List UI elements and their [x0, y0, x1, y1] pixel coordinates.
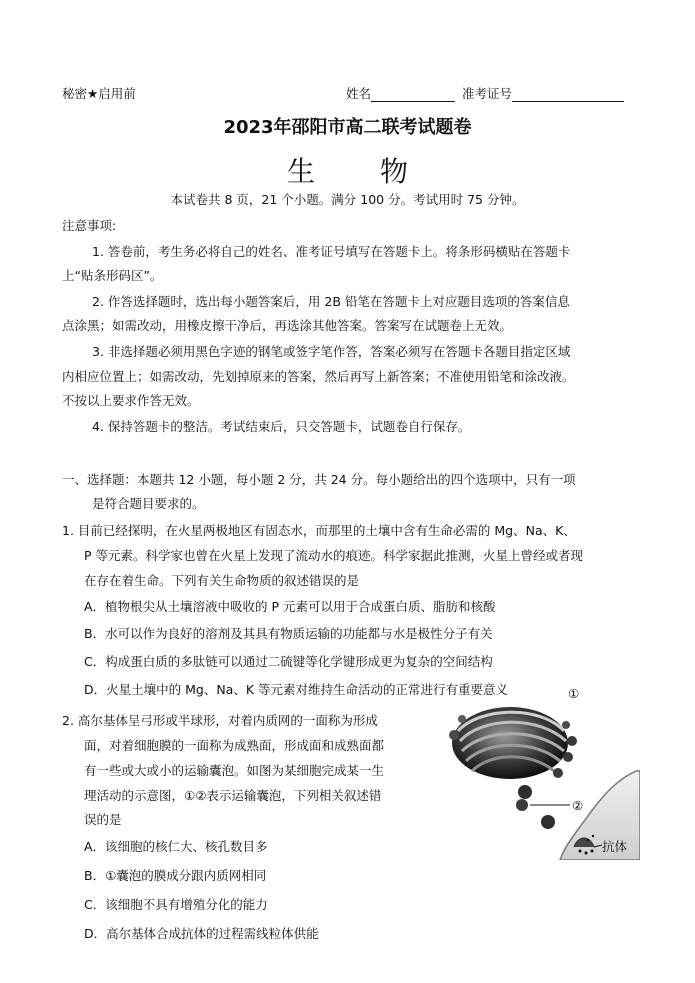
- q1-stem-line-2: P 等元素。科学家也曾在火星上发现了流动水的痕迹。科学家据此推测，火星上曾经或者现: [84, 548, 584, 563]
- notice-heading: 注意事项:: [62, 218, 117, 233]
- notice-item-3-line-1: 3. 非选择题必须用黑色字迹的钢笔或签字笔作答，答案必须写在答题卡各题目指定区域: [92, 344, 571, 359]
- antibody-dot: [591, 850, 594, 853]
- section-1-line-1: 一、选择题：本题共 12 小题，每小题 2 分，共 24 分。每小题给出的四个选项中，只有一项: [62, 472, 576, 487]
- exam-id-field: [462, 84, 624, 102]
- q2-stem-line-1: 2. 高尔基体呈弓形或半球形，对着内质网的一面称为形成: [62, 713, 378, 728]
- q2-stem-line-4: 理活动的示意图，①②表示运输囊泡，下列相关叙述错: [84, 788, 382, 803]
- vesicle-label-1: ①: [568, 686, 580, 701]
- antibody-dot: [585, 852, 588, 855]
- notice-item-1-line-2: 上“贴条形码区”。: [62, 268, 163, 283]
- q2-option-a[interactable]: A．该细胞的核仁大、核孔数目多: [84, 839, 268, 854]
- notice-item-3-line-2: 内相应位置上；如需改动，先划掉原来的答案，然后再写上新答案；不准使用铅笔和涂改液。: [62, 369, 575, 384]
- antibody-dot: [592, 835, 594, 837]
- antibody-dot: [587, 839, 589, 841]
- vesicle-2: [516, 799, 528, 811]
- notice-item-1-line-1: 1. 答卷前，考生务必将自己的姓名、准考证号填写在答题卡上。将条形码横贴在答题卡: [92, 244, 571, 259]
- exam-id-blank[interactable]: [512, 89, 624, 102]
- vesicle-3: [541, 815, 555, 829]
- name-field: [346, 84, 455, 102]
- name-label: 姓名: [346, 86, 372, 101]
- q2-stem-line-2: 面，对着细胞膜的一面称为成熟面，形成面和成熟面都: [84, 738, 385, 753]
- vesicle-1: [518, 785, 532, 799]
- q1-option-b[interactable]: B．水可以作为良好的溶剂及其具有物质运输的功能都与水是极性分子有关: [84, 626, 493, 641]
- exam-id-label: 准考证号: [462, 86, 513, 101]
- q1-stem-line-1: 1. 目前已经探明，在火星两极地区有固态水，而那里的土壤中含有生命必需的 Mg、Na、K、: [62, 523, 576, 538]
- q1-option-a[interactable]: A．植物根尖从土壤溶液中吸收的 P 元素可以用于合成蛋白质、脂肪和核酸: [84, 599, 496, 614]
- name-blank[interactable]: [371, 89, 455, 102]
- secret-label: 秘密★启用前: [62, 86, 136, 101]
- antibody-dot: [579, 850, 582, 853]
- cell-membrane: [560, 771, 640, 860]
- q2-option-c[interactable]: C．该细胞不具有增殖分化的能力: [84, 897, 268, 912]
- q2-option-d[interactable]: D．高尔基体合成抗体的过程需线粒体供能: [84, 926, 319, 941]
- subject-title: 生 物: [287, 155, 436, 188]
- notice-item-3-line-3: 不按以上要求作答无效。: [62, 393, 200, 408]
- notice-item-4-line-1: 4. 保持答题卡的整洁。考试结束后，只交答题卡，试题卷自行保存。: [92, 419, 471, 434]
- golgi-figure: [440, 686, 640, 860]
- q1-option-d[interactable]: D．火星土壤中的 Mg、Na、K 等元素对维持生命活动的正常进行有重要意义: [84, 682, 509, 697]
- notice-item-2-line-1: 2. 作答选择题时，选出每小题答案后，用 2B 铅笔在答题卡上对应题目选项的答案信息: [92, 294, 570, 309]
- q1-option-c[interactable]: C．构成蛋白质的多肽链可以通过二硫键等化学键形成更为复杂的空间结构: [84, 654, 493, 669]
- notice-item-2-line-2: 点涂黑；如需改动，用橡皮擦干净后，再选涂其他答案。答案写在试题卷上无效。: [62, 318, 513, 333]
- antibody-label: 抗体: [602, 839, 628, 854]
- q2-stem-line-3: 有一些或大或小的运输囊泡。如图为某细胞完成某一生: [84, 763, 385, 778]
- golgi-apparatus: [449, 707, 577, 779]
- golgi-cell-illustration: [440, 695, 640, 860]
- exam-info: 本试卷共 8 页，21 个小题。满分 100 分。考试用时 75 分钟。: [170, 192, 525, 207]
- vesicle-label-2: ②: [572, 798, 584, 813]
- q2-stem-line-5: 误的是: [84, 812, 122, 827]
- section-1-line-2: 是符合题目要求的。: [92, 496, 205, 511]
- exam-title: 2023年邵阳市高二联考试题卷: [223, 117, 472, 138]
- q1-stem-line-3: 在存在着生命。下列有关生命物质的叙述错误的是: [84, 573, 360, 588]
- q2-option-b[interactable]: B．①囊泡的膜成分跟内质网相同: [84, 868, 267, 883]
